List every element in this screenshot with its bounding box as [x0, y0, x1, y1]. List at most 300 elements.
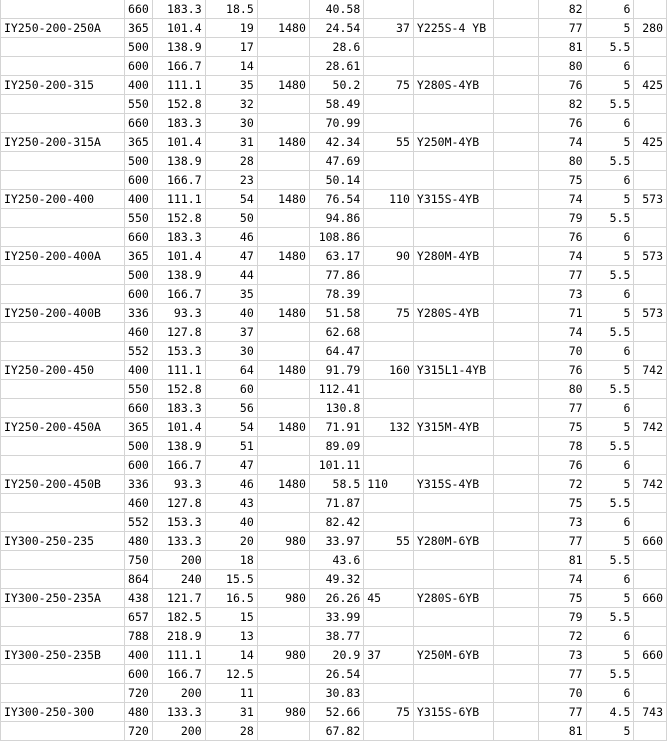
cell-weight[interactable]: [634, 38, 667, 57]
cell-efficiency[interactable]: 76: [539, 76, 586, 95]
cell-motor-power[interactable]: 90: [364, 247, 414, 266]
cell-speed[interactable]: [257, 57, 309, 76]
cell-head[interactable]: 15: [205, 608, 257, 627]
cell-npsh[interactable]: 5: [586, 76, 634, 95]
cell-weight[interactable]: 573: [634, 304, 667, 323]
cell-shaft-power[interactable]: 28.61: [309, 57, 363, 76]
cell-shaft-power[interactable]: 62.68: [309, 323, 363, 342]
cell-motor-model[interactable]: [413, 608, 493, 627]
cell-head[interactable]: 11: [205, 684, 257, 703]
cell-npsh[interactable]: 5.5: [586, 38, 634, 57]
cell-motor-power[interactable]: 75: [364, 703, 414, 722]
cell-motor-power[interactable]: 45: [364, 589, 414, 608]
cell-flow-ls[interactable]: 111.1: [152, 646, 205, 665]
cell-efficiency[interactable]: 71: [539, 304, 586, 323]
cell-flow-ls[interactable]: 152.8: [152, 95, 205, 114]
cell-shaft-power[interactable]: 20.9: [309, 646, 363, 665]
cell-npsh[interactable]: 5.5: [586, 266, 634, 285]
cell-npsh[interactable]: 5: [586, 475, 634, 494]
cell-speed[interactable]: 1480: [257, 361, 309, 380]
cell-shaft-power[interactable]: 64.47: [309, 342, 363, 361]
cell-npsh[interactable]: 6: [586, 456, 634, 475]
cell-speed[interactable]: [257, 0, 309, 19]
cell-head[interactable]: 60: [205, 380, 257, 399]
cell-speed[interactable]: [257, 95, 309, 114]
cell-motor-model[interactable]: [413, 494, 493, 513]
cell-shaft-power[interactable]: 112.41: [309, 380, 363, 399]
cell-weight[interactable]: 742: [634, 475, 667, 494]
cell-npsh[interactable]: 6: [586, 570, 634, 589]
cell-flow-m3h[interactable]: 660: [124, 114, 152, 133]
cell-model[interactable]: [1, 494, 125, 513]
cell-motor-model[interactable]: [413, 114, 493, 133]
cell-speed[interactable]: [257, 399, 309, 418]
cell-flow-ls[interactable]: 183.3: [152, 228, 205, 247]
cell-flow-m3h[interactable]: 660: [124, 399, 152, 418]
cell-flow-m3h[interactable]: 500: [124, 437, 152, 456]
cell-flow-ls[interactable]: 152.8: [152, 209, 205, 228]
cell-motor-model[interactable]: [413, 0, 493, 19]
cell-motor-model[interactable]: Y315S-6YB: [413, 703, 493, 722]
cell-shaft-power[interactable]: 49.32: [309, 570, 363, 589]
cell-motor-model[interactable]: [413, 684, 493, 703]
cell-flow-m3h[interactable]: 336: [124, 475, 152, 494]
cell-flow-m3h[interactable]: 550: [124, 209, 152, 228]
cell-flow-m3h[interactable]: 500: [124, 152, 152, 171]
cell-speed[interactable]: 1480: [257, 418, 309, 437]
cell-weight[interactable]: [634, 266, 667, 285]
cell-npsh[interactable]: 5: [586, 589, 634, 608]
cell-model[interactable]: [1, 437, 125, 456]
cell-motor-model[interactable]: [413, 57, 493, 76]
cell-efficiency[interactable]: 79: [539, 608, 586, 627]
cell-motor-power[interactable]: [364, 494, 414, 513]
cell-efficiency[interactable]: 74: [539, 570, 586, 589]
cell-flow-ls[interactable]: 166.7: [152, 456, 205, 475]
cell-npsh[interactable]: 5.5: [586, 95, 634, 114]
cell-efficiency[interactable]: 70: [539, 342, 586, 361]
cell-flow-ls[interactable]: 166.7: [152, 665, 205, 684]
cell-efficiency[interactable]: 75: [539, 494, 586, 513]
cell-head[interactable]: 14: [205, 646, 257, 665]
cell-npsh[interactable]: 5: [586, 418, 634, 437]
cell-head[interactable]: 47: [205, 456, 257, 475]
cell-speed[interactable]: [257, 722, 309, 741]
cell-weight[interactable]: [634, 171, 667, 190]
cell-blank[interactable]: [493, 437, 539, 456]
cell-head[interactable]: 50: [205, 209, 257, 228]
cell-motor-model[interactable]: [413, 228, 493, 247]
cell-npsh[interactable]: 6: [586, 228, 634, 247]
cell-flow-m3h[interactable]: 500: [124, 266, 152, 285]
cell-blank[interactable]: [493, 380, 539, 399]
cell-motor-model[interactable]: [413, 570, 493, 589]
cell-flow-ls[interactable]: 166.7: [152, 171, 205, 190]
cell-head[interactable]: 28: [205, 722, 257, 741]
cell-motor-model[interactable]: [413, 95, 493, 114]
cell-flow-m3h[interactable]: 400: [124, 361, 152, 380]
cell-motor-power[interactable]: 75: [364, 304, 414, 323]
cell-speed[interactable]: [257, 380, 309, 399]
cell-head[interactable]: 54: [205, 190, 257, 209]
cell-blank[interactable]: [493, 627, 539, 646]
cell-shaft-power[interactable]: 78.39: [309, 285, 363, 304]
cell-shaft-power[interactable]: 40.58: [309, 0, 363, 19]
cell-model[interactable]: [1, 266, 125, 285]
cell-speed[interactable]: 1480: [257, 475, 309, 494]
cell-blank[interactable]: [493, 57, 539, 76]
cell-model[interactable]: [1, 342, 125, 361]
cell-flow-ls[interactable]: 138.9: [152, 266, 205, 285]
cell-weight[interactable]: [634, 285, 667, 304]
cell-motor-power[interactable]: 110: [364, 190, 414, 209]
cell-speed[interactable]: [257, 152, 309, 171]
cell-flow-m3h[interactable]: 550: [124, 95, 152, 114]
cell-npsh[interactable]: 5: [586, 722, 634, 741]
cell-motor-model[interactable]: Y250M-4YB: [413, 133, 493, 152]
cell-motor-power[interactable]: [364, 684, 414, 703]
cell-blank[interactable]: [493, 456, 539, 475]
cell-weight[interactable]: [634, 665, 667, 684]
cell-shaft-power[interactable]: 51.58: [309, 304, 363, 323]
cell-shaft-power[interactable]: 47.69: [309, 152, 363, 171]
cell-blank[interactable]: [493, 589, 539, 608]
cell-flow-ls[interactable]: 101.4: [152, 418, 205, 437]
cell-flow-ls[interactable]: 183.3: [152, 0, 205, 19]
cell-weight[interactable]: [634, 513, 667, 532]
cell-weight[interactable]: [634, 152, 667, 171]
cell-efficiency[interactable]: 73: [539, 285, 586, 304]
cell-motor-power[interactable]: [364, 399, 414, 418]
cell-shaft-power[interactable]: 70.99: [309, 114, 363, 133]
cell-blank[interactable]: [493, 190, 539, 209]
cell-blank[interactable]: [493, 361, 539, 380]
cell-weight[interactable]: 425: [634, 76, 667, 95]
cell-flow-ls[interactable]: 240: [152, 570, 205, 589]
cell-shaft-power[interactable]: 63.17: [309, 247, 363, 266]
cell-efficiency[interactable]: 74: [539, 190, 586, 209]
cell-efficiency[interactable]: 80: [539, 57, 586, 76]
cell-flow-m3h[interactable]: 660: [124, 228, 152, 247]
cell-weight[interactable]: [634, 456, 667, 475]
cell-flow-m3h[interactable]: 400: [124, 76, 152, 95]
cell-npsh[interactable]: 5.5: [586, 323, 634, 342]
cell-speed[interactable]: [257, 684, 309, 703]
cell-blank[interactable]: [493, 247, 539, 266]
cell-speed[interactable]: 1480: [257, 19, 309, 38]
cell-npsh[interactable]: 6: [586, 684, 634, 703]
cell-npsh[interactable]: 5: [586, 190, 634, 209]
cell-blank[interactable]: [493, 323, 539, 342]
cell-blank[interactable]: [493, 551, 539, 570]
cell-shaft-power[interactable]: 82.42: [309, 513, 363, 532]
cell-weight[interactable]: [634, 57, 667, 76]
cell-efficiency[interactable]: 77: [539, 703, 586, 722]
cell-blank[interactable]: [493, 646, 539, 665]
cell-flow-ls[interactable]: 133.3: [152, 532, 205, 551]
cell-efficiency[interactable]: 77: [539, 266, 586, 285]
cell-npsh[interactable]: 5.5: [586, 437, 634, 456]
cell-weight[interactable]: 425: [634, 133, 667, 152]
cell-shaft-power[interactable]: 94.86: [309, 209, 363, 228]
cell-model[interactable]: IY300-250-235: [1, 532, 125, 551]
cell-flow-ls[interactable]: 153.3: [152, 513, 205, 532]
cell-speed[interactable]: [257, 209, 309, 228]
cell-flow-ls[interactable]: 111.1: [152, 190, 205, 209]
cell-motor-model[interactable]: [413, 437, 493, 456]
cell-speed[interactable]: 1480: [257, 304, 309, 323]
cell-head[interactable]: 19: [205, 19, 257, 38]
cell-motor-model[interactable]: Y280S-4YB: [413, 304, 493, 323]
cell-efficiency[interactable]: 76: [539, 228, 586, 247]
cell-model[interactable]: IY300-250-300: [1, 703, 125, 722]
cell-shaft-power[interactable]: 50.14: [309, 171, 363, 190]
cell-npsh[interactable]: 6: [586, 57, 634, 76]
cell-motor-power[interactable]: [364, 513, 414, 532]
cell-flow-ls[interactable]: 93.3: [152, 304, 205, 323]
cell-shaft-power[interactable]: 108.86: [309, 228, 363, 247]
cell-efficiency[interactable]: 76: [539, 361, 586, 380]
cell-flow-ls[interactable]: 93.3: [152, 475, 205, 494]
cell-head[interactable]: 31: [205, 133, 257, 152]
cell-npsh[interactable]: 6: [586, 627, 634, 646]
cell-flow-ls[interactable]: 133.3: [152, 703, 205, 722]
cell-efficiency[interactable]: 75: [539, 589, 586, 608]
cell-head[interactable]: 28: [205, 152, 257, 171]
cell-flow-m3h[interactable]: 600: [124, 456, 152, 475]
cell-blank[interactable]: [493, 494, 539, 513]
cell-efficiency[interactable]: 81: [539, 551, 586, 570]
cell-head[interactable]: 40: [205, 304, 257, 323]
cell-flow-ls[interactable]: 182.5: [152, 608, 205, 627]
cell-motor-power[interactable]: 75: [364, 76, 414, 95]
cell-motor-power[interactable]: [364, 152, 414, 171]
cell-flow-m3h[interactable]: 336: [124, 304, 152, 323]
cell-npsh[interactable]: 5: [586, 532, 634, 551]
cell-weight[interactable]: 742: [634, 361, 667, 380]
cell-blank[interactable]: [493, 38, 539, 57]
cell-motor-power[interactable]: [364, 171, 414, 190]
cell-weight[interactable]: [634, 95, 667, 114]
cell-shaft-power[interactable]: 24.54: [309, 19, 363, 38]
cell-efficiency[interactable]: 77: [539, 19, 586, 38]
cell-efficiency[interactable]: 79: [539, 209, 586, 228]
cell-head[interactable]: 31: [205, 703, 257, 722]
cell-efficiency[interactable]: 80: [539, 152, 586, 171]
cell-head[interactable]: 56: [205, 399, 257, 418]
cell-head[interactable]: 46: [205, 228, 257, 247]
cell-model[interactable]: [1, 171, 125, 190]
cell-blank[interactable]: [493, 722, 539, 741]
cell-shaft-power[interactable]: 101.11: [309, 456, 363, 475]
cell-efficiency[interactable]: 81: [539, 722, 586, 741]
cell-flow-m3h[interactable]: 600: [124, 171, 152, 190]
cell-model[interactable]: IY250-200-450A: [1, 418, 125, 437]
cell-motor-model[interactable]: Y250M-6YB: [413, 646, 493, 665]
cell-blank[interactable]: [493, 532, 539, 551]
cell-npsh[interactable]: 5.5: [586, 551, 634, 570]
cell-flow-m3h[interactable]: 400: [124, 190, 152, 209]
cell-motor-power[interactable]: [364, 0, 414, 19]
cell-model[interactable]: IY250-200-400B: [1, 304, 125, 323]
cell-flow-ls[interactable]: 200: [152, 722, 205, 741]
cell-efficiency[interactable]: 73: [539, 646, 586, 665]
cell-blank[interactable]: [493, 304, 539, 323]
cell-weight[interactable]: [634, 494, 667, 513]
cell-efficiency[interactable]: 77: [539, 532, 586, 551]
cell-shaft-power[interactable]: 33.97: [309, 532, 363, 551]
cell-flow-m3h[interactable]: 480: [124, 703, 152, 722]
cell-head[interactable]: 32: [205, 95, 257, 114]
cell-speed[interactable]: [257, 627, 309, 646]
cell-model[interactable]: [1, 38, 125, 57]
cell-flow-ls[interactable]: 127.8: [152, 323, 205, 342]
cell-shaft-power[interactable]: 71.87: [309, 494, 363, 513]
cell-npsh[interactable]: 5.5: [586, 380, 634, 399]
cell-weight[interactable]: 660: [634, 589, 667, 608]
cell-efficiency[interactable]: 82: [539, 0, 586, 19]
cell-blank[interactable]: [493, 0, 539, 19]
cell-motor-model[interactable]: Y225S-4 YB: [413, 19, 493, 38]
cell-efficiency[interactable]: 80: [539, 380, 586, 399]
cell-weight[interactable]: [634, 684, 667, 703]
cell-efficiency[interactable]: 75: [539, 418, 586, 437]
cell-weight[interactable]: [634, 551, 667, 570]
cell-motor-power[interactable]: [364, 551, 414, 570]
cell-head[interactable]: 64: [205, 361, 257, 380]
cell-head[interactable]: 35: [205, 76, 257, 95]
cell-flow-m3h[interactable]: 600: [124, 57, 152, 76]
cell-efficiency[interactable]: 72: [539, 475, 586, 494]
cell-motor-power[interactable]: 160: [364, 361, 414, 380]
cell-motor-power[interactable]: 55: [364, 532, 414, 551]
cell-speed[interactable]: 1480: [257, 190, 309, 209]
cell-motor-model[interactable]: [413, 209, 493, 228]
cell-npsh[interactable]: 5.5: [586, 608, 634, 627]
cell-speed[interactable]: [257, 494, 309, 513]
cell-motor-power[interactable]: [364, 456, 414, 475]
cell-motor-power[interactable]: [364, 342, 414, 361]
cell-speed[interactable]: [257, 171, 309, 190]
cell-speed[interactable]: [257, 323, 309, 342]
cell-npsh[interactable]: 5.5: [586, 665, 634, 684]
cell-shaft-power[interactable]: 67.82: [309, 722, 363, 741]
cell-npsh[interactable]: 6: [586, 342, 634, 361]
cell-weight[interactable]: [634, 399, 667, 418]
cell-motor-model[interactable]: [413, 665, 493, 684]
cell-speed[interactable]: 980: [257, 589, 309, 608]
cell-weight[interactable]: [634, 627, 667, 646]
cell-speed[interactable]: [257, 38, 309, 57]
cell-motor-model[interactable]: Y280S-6YB: [413, 589, 493, 608]
cell-model[interactable]: [1, 228, 125, 247]
cell-model[interactable]: [1, 323, 125, 342]
cell-flow-ls[interactable]: 127.8: [152, 494, 205, 513]
cell-motor-model[interactable]: [413, 38, 493, 57]
cell-flow-m3h[interactable]: 720: [124, 722, 152, 741]
cell-model[interactable]: IY250-200-315: [1, 76, 125, 95]
cell-blank[interactable]: [493, 133, 539, 152]
cell-speed[interactable]: [257, 551, 309, 570]
cell-flow-m3h[interactable]: 552: [124, 513, 152, 532]
cell-motor-model[interactable]: [413, 627, 493, 646]
cell-npsh[interactable]: 5: [586, 646, 634, 665]
cell-flow-ls[interactable]: 166.7: [152, 285, 205, 304]
cell-motor-power[interactable]: [364, 323, 414, 342]
cell-motor-model[interactable]: [413, 722, 493, 741]
cell-efficiency[interactable]: 82: [539, 95, 586, 114]
cell-head[interactable]: 18.5: [205, 0, 257, 19]
cell-shaft-power[interactable]: 71.91: [309, 418, 363, 437]
cell-flow-m3h[interactable]: 400: [124, 646, 152, 665]
cell-blank[interactable]: [493, 399, 539, 418]
cell-shaft-power[interactable]: 50.2: [309, 76, 363, 95]
cell-model[interactable]: [1, 152, 125, 171]
cell-motor-model[interactable]: [413, 171, 493, 190]
cell-motor-power[interactable]: [364, 95, 414, 114]
cell-shaft-power[interactable]: 42.34: [309, 133, 363, 152]
cell-efficiency[interactable]: 76: [539, 456, 586, 475]
cell-flow-m3h[interactable]: 788: [124, 627, 152, 646]
cell-efficiency[interactable]: 74: [539, 247, 586, 266]
cell-motor-power[interactable]: 37: [364, 646, 414, 665]
cell-flow-ls[interactable]: 111.1: [152, 361, 205, 380]
cell-motor-power[interactable]: 132: [364, 418, 414, 437]
cell-shaft-power[interactable]: 30.83: [309, 684, 363, 703]
cell-motor-model[interactable]: [413, 266, 493, 285]
cell-npsh[interactable]: 6: [586, 399, 634, 418]
cell-speed[interactable]: [257, 285, 309, 304]
cell-shaft-power[interactable]: 89.09: [309, 437, 363, 456]
cell-efficiency[interactable]: 77: [539, 399, 586, 418]
cell-speed[interactable]: [257, 570, 309, 589]
cell-efficiency[interactable]: 77: [539, 665, 586, 684]
cell-speed[interactable]: [257, 608, 309, 627]
cell-motor-model[interactable]: Y315M-4YB: [413, 418, 493, 437]
cell-motor-model[interactable]: Y315S-4YB: [413, 475, 493, 494]
cell-model[interactable]: [1, 0, 125, 19]
cell-motor-model[interactable]: Y315L1-4YB: [413, 361, 493, 380]
cell-npsh[interactable]: 5: [586, 133, 634, 152]
cell-speed[interactable]: [257, 266, 309, 285]
cell-flow-ls[interactable]: 138.9: [152, 152, 205, 171]
cell-motor-model[interactable]: [413, 380, 493, 399]
cell-shaft-power[interactable]: 77.86: [309, 266, 363, 285]
cell-motor-power[interactable]: [364, 209, 414, 228]
cell-motor-power[interactable]: [364, 627, 414, 646]
cell-speed[interactable]: [257, 228, 309, 247]
cell-head[interactable]: 15.5: [205, 570, 257, 589]
cell-head[interactable]: 47: [205, 247, 257, 266]
cell-speed[interactable]: 1480: [257, 133, 309, 152]
cell-flow-ls[interactable]: 101.4: [152, 19, 205, 38]
cell-head[interactable]: 18: [205, 551, 257, 570]
cell-model[interactable]: [1, 114, 125, 133]
cell-blank[interactable]: [493, 114, 539, 133]
cell-npsh[interactable]: 5.5: [586, 152, 634, 171]
cell-npsh[interactable]: 5: [586, 247, 634, 266]
cell-flow-m3h[interactable]: 500: [124, 38, 152, 57]
cell-motor-power[interactable]: [364, 57, 414, 76]
cell-motor-power[interactable]: [364, 437, 414, 456]
cell-speed[interactable]: 1480: [257, 247, 309, 266]
cell-blank[interactable]: [493, 418, 539, 437]
cell-speed[interactable]: 980: [257, 703, 309, 722]
cell-flow-m3h[interactable]: 365: [124, 133, 152, 152]
cell-flow-m3h[interactable]: 460: [124, 323, 152, 342]
cell-model[interactable]: [1, 95, 125, 114]
cell-model[interactable]: [1, 665, 125, 684]
